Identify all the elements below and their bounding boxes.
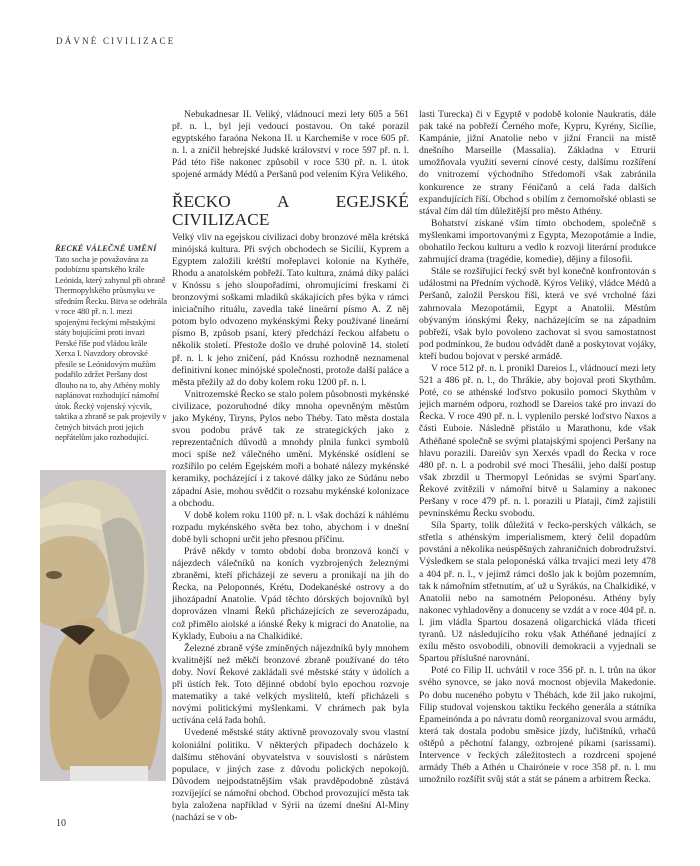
paragraph: Síla Sparty, tolik důležitá v řecko-perských válkách, se střetla s athénským imperialismem, který čelil dopadům povstání a několika neúspěšných zahraničních dobrodružství. Výsledkem se stala peloponéská válka trvající mezi lety 478 a 404 př. n. l., v jejímž rámci došlo jak k bojům pozemním, tak k námořním střetnutím, ať už u Syrákús, na Chalkidiké, v Anatolii nebo na samotném Peloponésu. Athény byly nakonec vyhladověny a donuceny se vzdát a v roce 404 př. n. l. jim vládla Spartou dosazená oligarchická vláda třiceti tyranů. Už následujícího roku však Athéňané jednající z exilu město osvobodili, obnovili demokracii a vyjednali se Spartou příslušné narovnání. [419,520,656,665]
caption-text: Tato socha je považována za podobiznu spartského krále Leónida, který zahynul při obraně Thermopylského průsmyku ve středním Řecku. Bitva se odehrála v roce 480 př. n. l. mezi spojenými řeckými městskými státy bojujícími proti invazi Perské říše pod vládou krále Xerxa I. Navzdory obrovské přesile se Leónidovým mužům podařilo zdržet Peršany dost dlouho na to, aby Athény mohly naplánovat rozhodující námořní útok. Řecký vojenský výcvik, taktika a zbraně se pak projevily v četných bitvách proti jejich nepřátelům jako rozhodující. [55,254,167,442]
paragraph: lasti Turecka) či v Egyptě v podobě kolonie Naukratis, dále pak také na pobřeží Černého moře, Kypru, Kyrény, Sicílie, Kampánie, jižní Anatolie nebo v jižní Francii na místě dnešního Marseille (Massalia). Základna v Etrurii umožňovala využití severní cínové cesty, dalšímu rozšíření do vnitrozemí východního Středomoří však zabránila konkurence ze strany Féničanů a celá řada dalších expandujících říší. Obchod s obilím z černomořské oblasti se stával čím dál tím důležitější pro město Athény. [419,109,656,217]
running-head: DÁVNÉ CIVILIZACE [56,36,176,46]
page-number: 10 [56,818,66,829]
paragraph: Stále se rozšiřující řecký svět byl konečně konfrontován s událostmi na Předním východě. Kýros Veliký, vládce Médů a Peršanů, založil Perskou říši, která ve své vrcholné fázi zahrnovala Mezopotámii, Egypt a Anatolii. Městům obývaným iónskými Řeky, nacházejícím se na západním pobřeží, však bylo povoleno zachovat si svou samostatnost pod podmínkou, že budou odvádět daně a poskytovat vojáky, kteří budou bojovat v perské armádě. [419,266,656,362]
paragraph: Uvedené městské státy aktivně provozovaly svou vlastní koloniální politiku. V některých případech docházelo k dalšímu stěhování obyvatelstva v souvislosti s nárůstem populace, v jiných zase z důvodu polických nepokojů. Důvodem nejpodstatnějším však pravděpodobně zůstává rozvíjející se námořní obchod. Obchod provozující města tak byla založena například v Sýrii na území dnešní Al-Miny (nachází se v ob- [172,727,409,824]
sidebar-caption [55,244,168,444]
text-column-1 [172,109,409,824]
paragraph: Právě někdy v tomto období doba bronzová končí v nájezdech válečníků na koních vyzbrojených železnými zbraněmi, kteří přicházejí ze severu a pronikají na jih do Řecka, na Peloponnés, Krétu, Dodekanéské ostrovy a do jihozápadní Anatolie. Vpád těchto dórských bojovníků byl doprovázen vlnami Řeků přicházejících ze severozápadu, což přimělo aiolské a iónské Řeky k migraci do Anatolie, na Kyklady, Euboiu a na Chalkidiké. [172,546,409,642]
caption-title: ŘECKÉ VÁLEČNÉ UMĚNÍ [55,244,157,253]
paragraph: Železné zbraně výše zmíněných nájezdníků byly mnohem kvalitnější než měkčí bronzové zbraně používané do této doby. Noví Řekové zakládali své městské státy v údolích a při ústích řek. Toto dějinné období bylo epochou rozvoje matematiky a také velkých myslitelů, kteří přicházeli s novými politickými myšlenkami. V chrámech pak byla uctívána celá řada bohů. [172,642,409,727]
paragraph: Nebukadnesar II. Veliký, vládnoucí mezi lety 605 a 561 př. n. l., byl její vedoucí postavou. On také porazil egyptského faraóna Nekona II. u Karchemiše v roce 605 př. n. l. a zničil hebrejské Judské království v roce 597 př. n. l. Pád této říše nakonec způsobil v roce 530 př. n. l. útok spojené armády Médů a Peršanů pod velením Kýra Velikého. [172,109,409,181]
paragraph: Velký vliv na egejskou civilizaci doby bronzové měla krétská minójská kultura. Při svých obchodech se Sicílií, Kyprem a Egyptem založili krétští mořeplavci kolonie na Kythéře, Rhodu a anatolském pobřeží. Tato kultura, známá díky paláci v Knóssu s jeho sloupořadími, ohromujícími freskami či bronzovými soškami mladíků skákajících přes býka v rámci iniciačního rituálu, zavedla také lineární písmo A. Z něj potom bylo odvozeno mykénskými Řeky používané lineární písmo B, způsob psaní, který předchází řeckou alfabetu o několik století. Přestože došlo ve druhé polovině 14. století př. n. l. k jeho zničení, pád Knóssu rozhodně neznamenal definitivní konec minójské společnosti, protože další paláce a města přežily až do doby kolem roku 1200 př. n. l. [172,231,409,388]
section-heading: ŘECKO A EGEJSKÉ CIVILIZACE [172,191,409,229]
paragraph: Poté co Filip II. uchvátil v roce 356 př. n. l. trůn na úkor svého synovce, se jako nová mocnost objevila Makedonie. Po dobu nuceného pobytu v Thébách, kde žil jako rukojmí, Filip studoval vojenskou taktiku řeckého generála a státníka Epameinónda a po návratu domů reorganizoval svou armádu, která tak dostala podobu směsice jízdy, lučištníků, vrhačů oštěpů a pěchotní falangy, ozbrojené píkami (sarissami). Intervence v řeckých záležitostech a rozdrcení spojené armády Théb a Athén u Chairóneie v roce 358 př. n. l. mu umožnilo rozšířit svůj stát a stát se pánem a arbitrem Řecka. [419,665,656,786]
paragraph: Bohatství získané vším tímto obchodem, společně s myšlenkami importovanými z Egypta, Mezopotámie a Indie, obohatilo řeckou kulturu a vedlo k rozvoji literární produkce zahrnující drama (tragédie, komedie), dějiny a filosofii. [419,217,656,266]
paragraph: V době kolem roku 1100 př. n. l. však dochází k náhlému rozpadu mykénského světa bez toho, abychom i v dnešní době byli schopni určit jeho přesnou příčinu. [172,509,409,545]
paragraph: Vnitrozemské Řecko se stalo polem působnosti mykénské civilizace, pozoruhodné díky mnoha opevněným městům jako Mykény, Tiryns, Pylos nebo Théby. Tato města dostala svou podobu právě tak ze strategických jako z reprezentačních důvodů a mnohdy plnila funkci symbolů moci spíše než válečného umění. Mykénské osídlení se rozšířilo po celém Egejském moři a bohaté nálezy mykénské keramiky, pocházející i z takové dálky jako ze Súdánu nebo západní Asie, mohou svědčit o rozsahu mykénské kolonizace a obchodu. [172,388,409,509]
text-column-2 [419,109,656,786]
paragraph: V roce 512 př. n. l. pronikl Dareios I., vládnoucí mezi lety 521 a 486 př. n. l., do Thrákie, aby bojoval proti Skythům. Poté, co se athénské loďstvo pokusilo pomoci Skythům v jejich marném odporu, rozhodl se Dareios také pro invazi do Řecka. V roce 490 př. n. l. vyplenilo perské loďstvo Naxos a části Euboie. Následně přistálo u Marathonu, kde však Athéňané společně se svými platajskými spojenci Peršany na hlavu porazili. Dareiův syn Xerxés vpadl do Řecka v roce 480 př. n. l. a podrobil své moci Thesálii, jeho další postup však zbrzdil u Thermopyl Leónidas se svými Sparťany. Řekové zvítězili v námořní bitvě u Salaminy a nakonec Peršany v roce 479 př. n. l. porazili u Plataji, čímž zajistili pevninskému Řecku svobodu. [419,362,656,520]
leonidas-statue-image [40,470,166,781]
